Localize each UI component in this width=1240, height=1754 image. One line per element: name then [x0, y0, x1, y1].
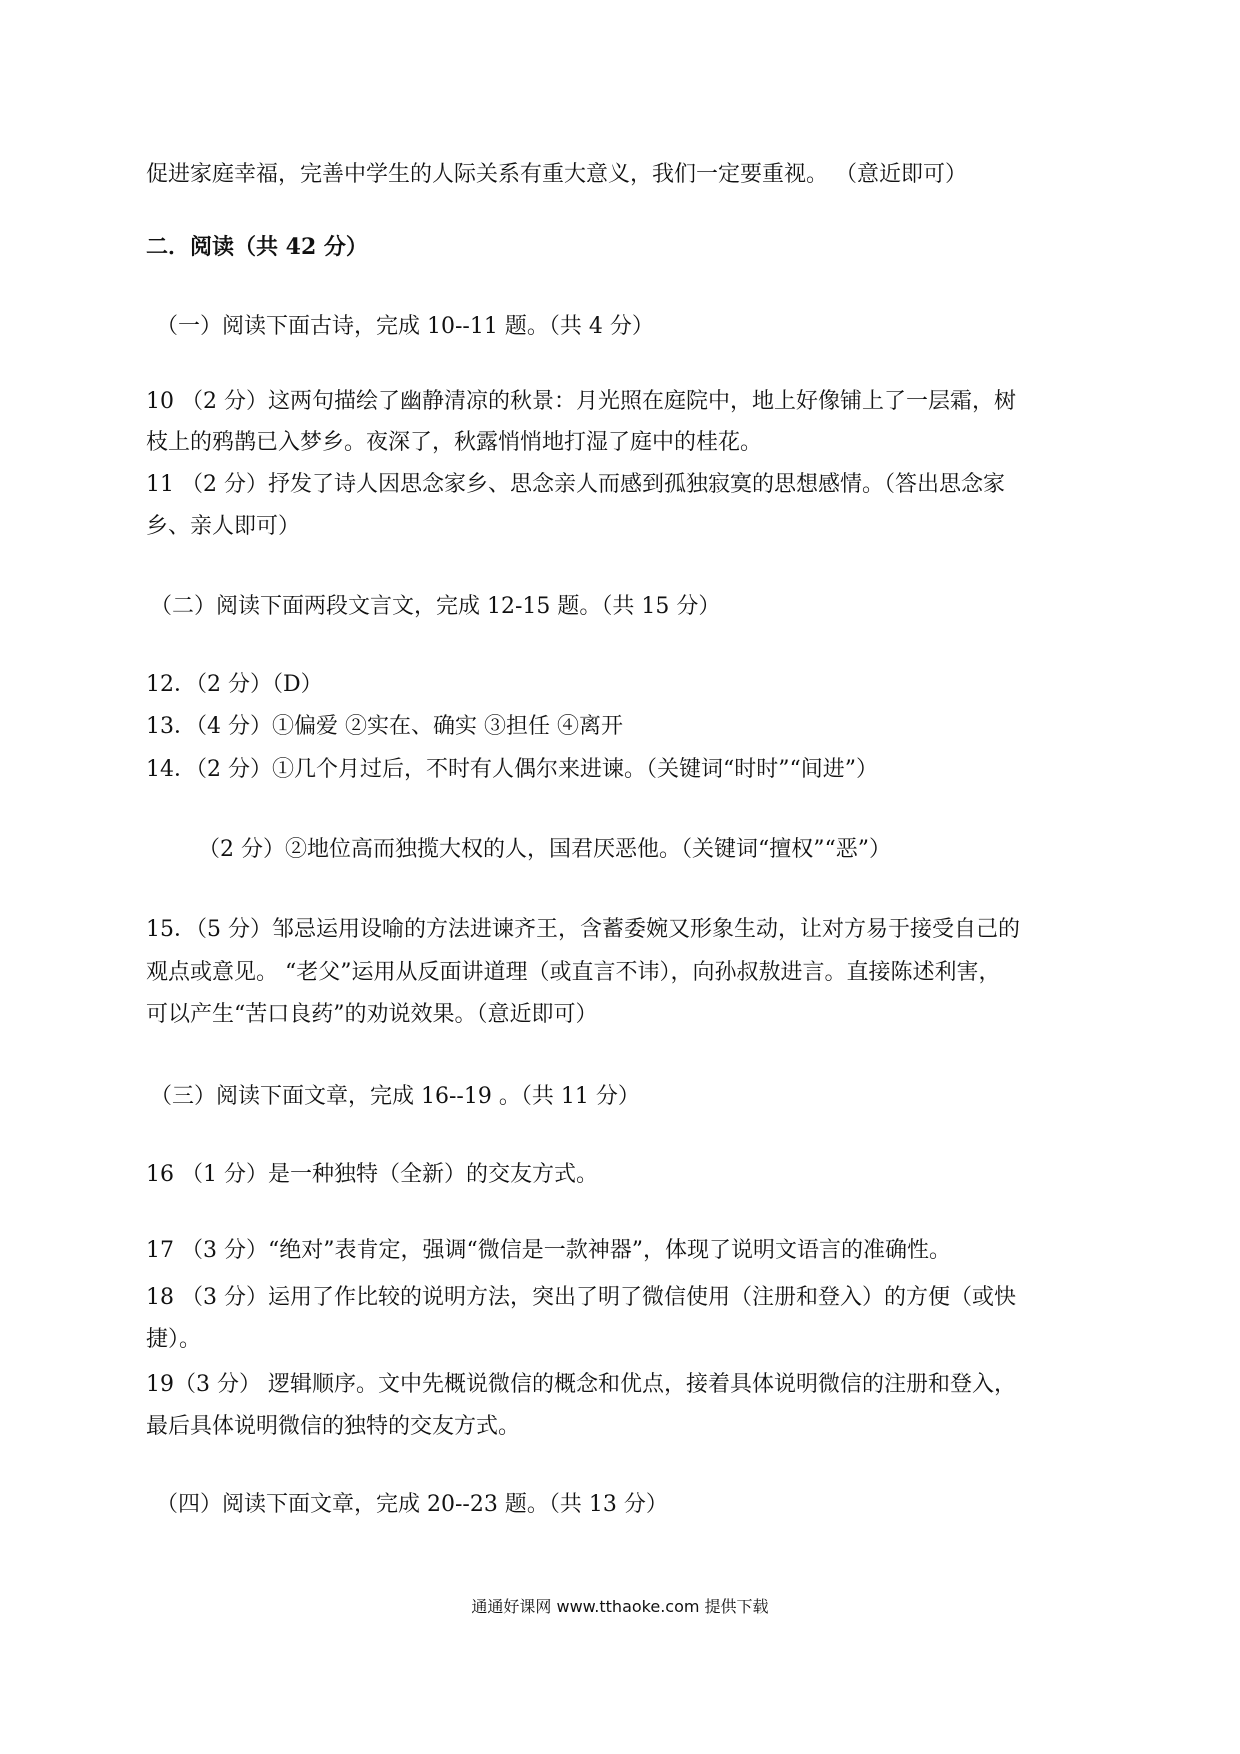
- answer-line: 10 （2 分）这两句描绘了幽静清凉的秋景：月光照在庭院中，地上好像铺上了一层霜，树: [146, 389, 1016, 414]
- answer-line: 观点或意见。 “老父”运用从反面讲道理（或直言不讳），向孙叔敖进言。直接陈述利害，: [146, 960, 1001, 985]
- subsection-heading: （四）阅读下面文章，完成 20--23 题。（共 13 分）: [156, 1492, 668, 1517]
- answer-line: 19（3 分） 逻辑顺序。文中先概说微信的概念和优点，接着具体说明微信的注册和登入，: [146, 1372, 1016, 1397]
- answer-line: 最后具体说明微信的独特的交友方式。: [146, 1414, 521, 1439]
- answer-line: （2 分）②地位高而独揽大权的人，国君厌恶他。（关键词“擅权”“恶”）: [198, 837, 891, 862]
- answer-line: 17 （3 分）“绝对”表肯定，强调“微信是一款神器”，体现了说明文语言的准确性。: [146, 1238, 951, 1263]
- footer-watermark: 通通好课网 www.tthaoke.com 提供下载: [471, 1597, 769, 1616]
- section-heading: 二．阅读（共 42 分）: [146, 234, 368, 260]
- answer-line: 枝上的鸦鹊已入梦乡。夜深了，秋露悄悄地打湿了庭中的桂花。: [146, 430, 763, 455]
- answer-line: 可以产生“苦口良药”的劝说效果。（意近即可）: [146, 1002, 598, 1027]
- answer-line: 促进家庭幸福，完善中学生的人际关系有重大意义，我们一定要重视。 （意近即可）: [146, 162, 967, 187]
- subsection-heading: （一）阅读下面古诗，完成 10--11 题。（共 4 分）: [156, 314, 654, 339]
- answer-line: 16 （1 分）是一种独特（全新）的交友方式。: [146, 1162, 598, 1187]
- answer-line: 14．（2 分）①几个月过后，不时有人偶尔来进谏。（关键词“时时”“间进”）: [146, 757, 878, 782]
- subsection-heading: （二）阅读下面两段文言文，完成 12-15 题。（共 15 分）: [150, 594, 721, 619]
- answer-line: 13．（4 分）①偏爱 ②实在、确实 ③担任 ④离开: [146, 714, 623, 739]
- answer-line: 15．（5 分）邹忌运用设喻的方法进谏齐王，含蓄委婉又形象生动，让对方易于接受自己的: [146, 917, 1020, 942]
- answer-line: 18 （3 分）运用了作比较的说明方法，突出了明了微信使用（注册和登入）的方便（或快: [146, 1285, 1016, 1310]
- answer-line: 12．（2 分）（D）: [146, 672, 323, 697]
- answer-line: 乡、亲人即可）: [146, 514, 301, 539]
- subsection-heading: （三）阅读下面文章，完成 16--19 。（共 11 分）: [150, 1084, 640, 1109]
- answer-line: 捷）。: [146, 1327, 202, 1352]
- answer-line: 11 （2 分）抒发了诗人因思念家乡、思念亲人而感到孤独寂寞的思想感情。（答出思念家: [146, 472, 1005, 497]
